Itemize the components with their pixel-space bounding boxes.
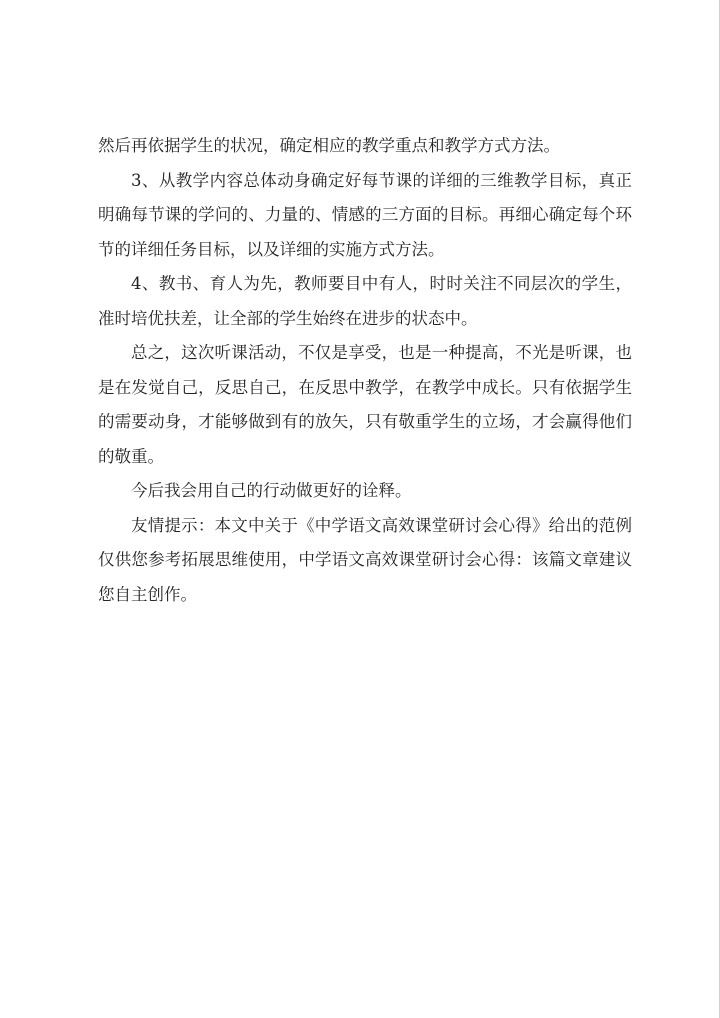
text-line: 4、教书、育人为先，教师要目中有人，时时关注不同层次的学生， xyxy=(131,274,632,293)
text-line: 您自主创作。 xyxy=(98,584,197,604)
text-line: 今后我会用自己的行动做更好的诠释。 xyxy=(131,481,412,500)
paragraph-continuation xyxy=(98,129,632,164)
text-line: 准时培优扶差，让全部的学生始终在进步的状态中。 xyxy=(98,308,478,328)
paragraph-summary xyxy=(98,336,632,474)
paragraph-friendly-tip xyxy=(98,509,632,613)
text-line: 然后再依据学生的状况，确定相应的教学重点和教学方式方法。 xyxy=(98,136,560,155)
paragraph-closing xyxy=(98,474,632,509)
text-line: 的敬重。 xyxy=(98,446,164,466)
text-line: 仅供您参考拓展思维使用，中学语文高效课堂研讨会心得：该篇文章建议 xyxy=(98,550,632,569)
document-body xyxy=(98,129,632,612)
text-line: 的需要动身，才能够做到有的放矢，只有敬重学生的立场，才会赢得他们 xyxy=(98,412,632,431)
text-line: 3、从教学内容总体动身确定好每节课的详细的三维教学目标，真正 xyxy=(131,170,632,190)
paragraph-point-4 xyxy=(98,267,632,336)
text-line: 节的详细任务目标，以及详细的实施方式方法。 xyxy=(98,239,445,259)
text-line: 是在发觉自己，反思自己，在反思中教学，在教学中成长。只有依据学生 xyxy=(98,377,632,397)
text-line: 明确每节课的学问的、力量的、情感的三方面的目标。再细心确定每个环 xyxy=(98,205,632,224)
paragraph-point-3 xyxy=(98,164,632,268)
text-line: 总之，这次听课活动，不仅是享受，也是一种提高，不光是听课，也 xyxy=(131,343,632,362)
text-line: 友情提示：本文中关于《中学语文高效课堂研讨会心得》给出的范例 xyxy=(131,515,632,535)
